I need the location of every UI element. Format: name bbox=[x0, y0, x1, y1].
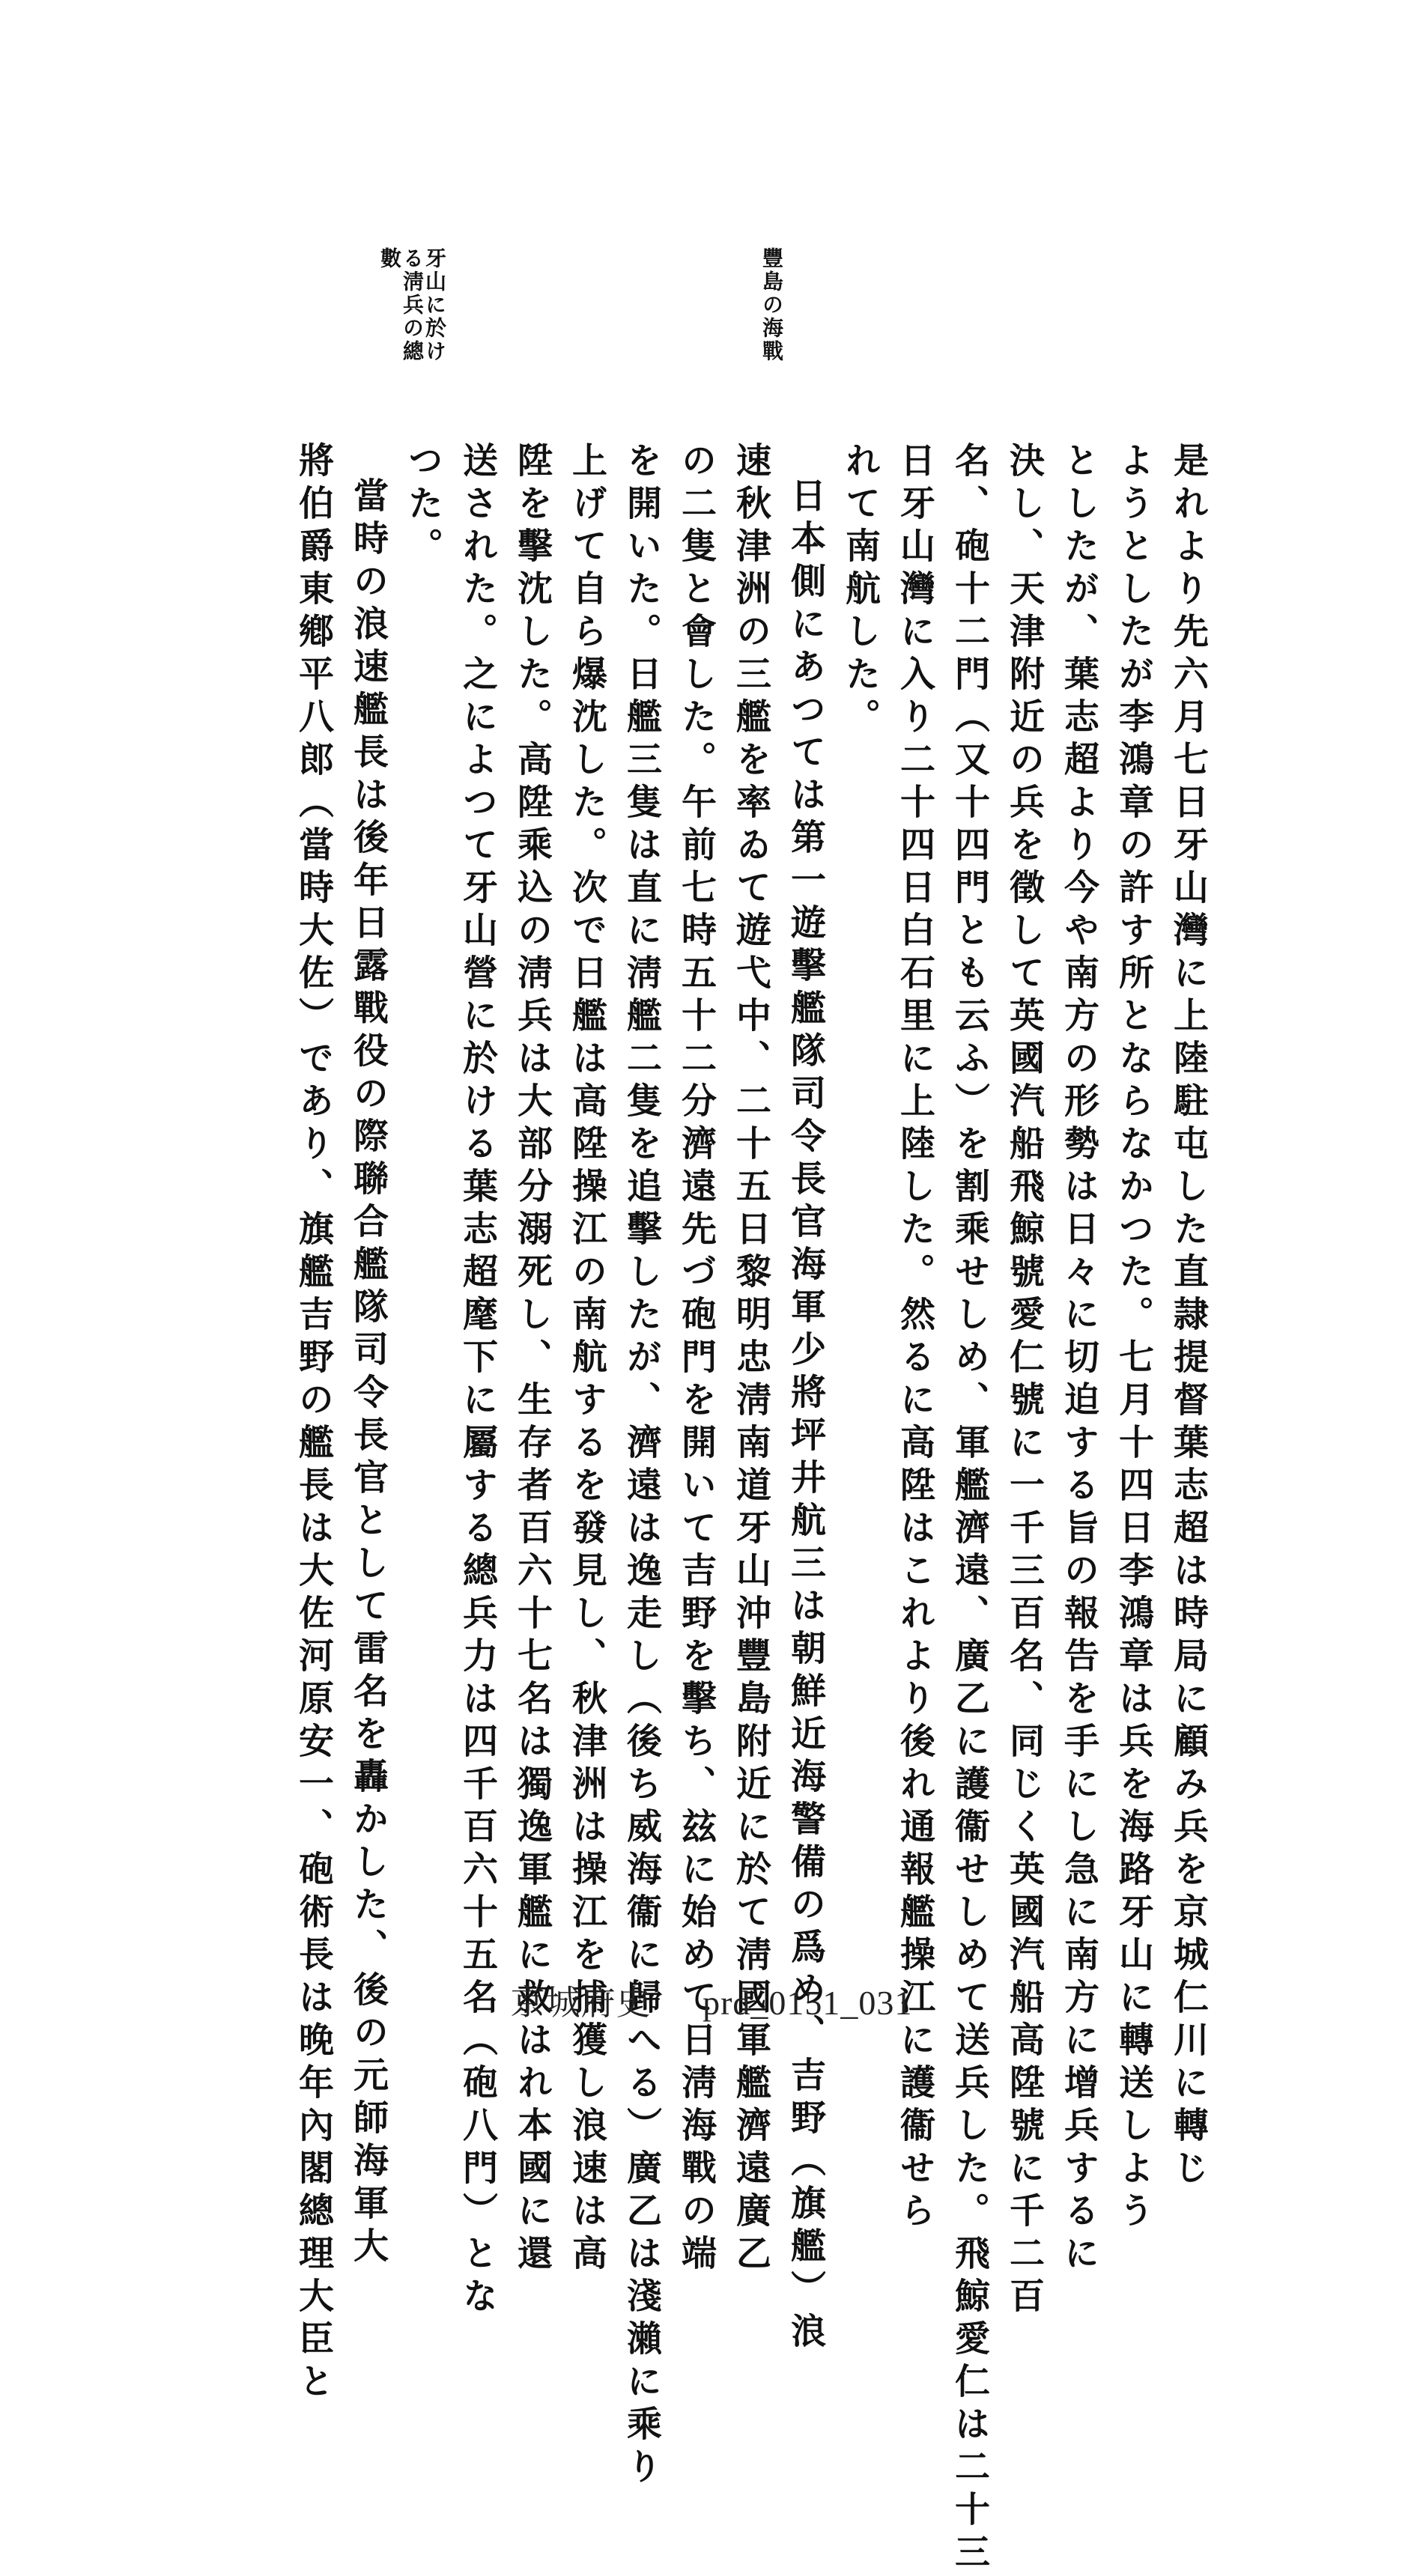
text-column-7: れて南航した。 bbox=[840, 442, 881, 741]
margin-note-asan-troops-3: 數 bbox=[377, 247, 402, 270]
text-column-8: 日本側にあつては第一遊擊艦隊司令長官海軍少將坪井航三は朝鮮近海警備の爲め、吉野（旗艦）浪 bbox=[785, 477, 826, 2355]
margin-note-asan-troops-1: 牙山に於け bbox=[422, 247, 447, 363]
text-column-4: 決し、天津附近の兵を徵して英國汽船飛鯨號愛仁號に一千三百名、同じく英國汽船高陞號に千二百 bbox=[1004, 442, 1045, 2320]
margin-note-asan-troops-2: る淸兵の總 bbox=[400, 247, 425, 363]
text-column-12: 上げて自ら爆沈した。次で日艦は高陞操江の南航するを發見し、秋津洲は操江を捕獲し浪速は高 bbox=[566, 442, 607, 2277]
page-footer bbox=[0, 1975, 1423, 2025]
text-column-6: 日牙山灣に入り二十四日白石里に上陸した。然るに高陞はこれより後れ通報艦操江に護衞せら bbox=[894, 442, 935, 2235]
text-column-15: つた。 bbox=[402, 442, 443, 570]
text-column-13: 陞を擊沈した。高陞乘込の淸兵は大部分溺死し、生存者百六十七名は獨逸軍艦に救はれ本國に還 bbox=[512, 442, 553, 2277]
text-column-16: 當時の浪速艦長は後年日露戰役の際聯合艦隊司令長官として雷名を轟かした、後の元師海軍大 bbox=[348, 477, 389, 2270]
text-column-11: を開いた。日艦三隻は直に淸艦二隻を追擊したが、濟遠は逸走し（後ち威海衞に歸へる）廣乙は淺瀨に乘り bbox=[621, 442, 662, 2491]
text-column-9: 速秋津洲の三艦を率ゐて遊弋中、二十五日黎明忠淸南道牙山沖豐島附近に於て淸國軍艦濟遠廣乙 bbox=[730, 442, 771, 2277]
text-column-17: 將伯爵東鄕平八郎（當時大佐）であり、旗艦吉野の艦長は大佐河原安一、砲術長は晚年內閣總理大臣と bbox=[293, 442, 334, 2405]
footer-page-id: prd_0151_031 bbox=[703, 1984, 913, 2022]
text-column-5: 名、砲十二門（又十四門とも云ふ）を割乘せしめ、軍艦濟遠、廣乙に護衞せしめて送兵した。飛鯨愛仁は二十三 bbox=[949, 442, 990, 2576]
text-column-14: 送された。之によつて牙山營に於ける葉志超麾下に屬する總兵力は四千百六十五名（砲八門）とな bbox=[457, 442, 498, 2320]
footer-book-title: 京城府史 bbox=[510, 1984, 652, 2022]
text-column-10: の二隻と會した。午前七時五十二分濟遠先づ砲門を開いて吉野を擊ち、玆に始めて日淸海戰の端 bbox=[676, 442, 717, 2277]
text-column-1: 是れより先六月七日牙山灣に上陸駐屯した直隷提督葉志超は時局に顧み兵を京城仁川に轉じ bbox=[1168, 442, 1209, 2192]
text-column-3: としたが、葉志超より今や南方の形勢は日々に切迫する旨の報告を手にし急に南方に增兵するに bbox=[1058, 442, 1099, 2277]
text-column-2: ようとしたが李鴻章の許す所とならなかつた。七月十四日李鴻章は兵を海路牙山に轉送しよう bbox=[1113, 442, 1154, 2235]
margin-note-battle-of-pungdo: 豐島の海戰 bbox=[759, 247, 784, 363]
